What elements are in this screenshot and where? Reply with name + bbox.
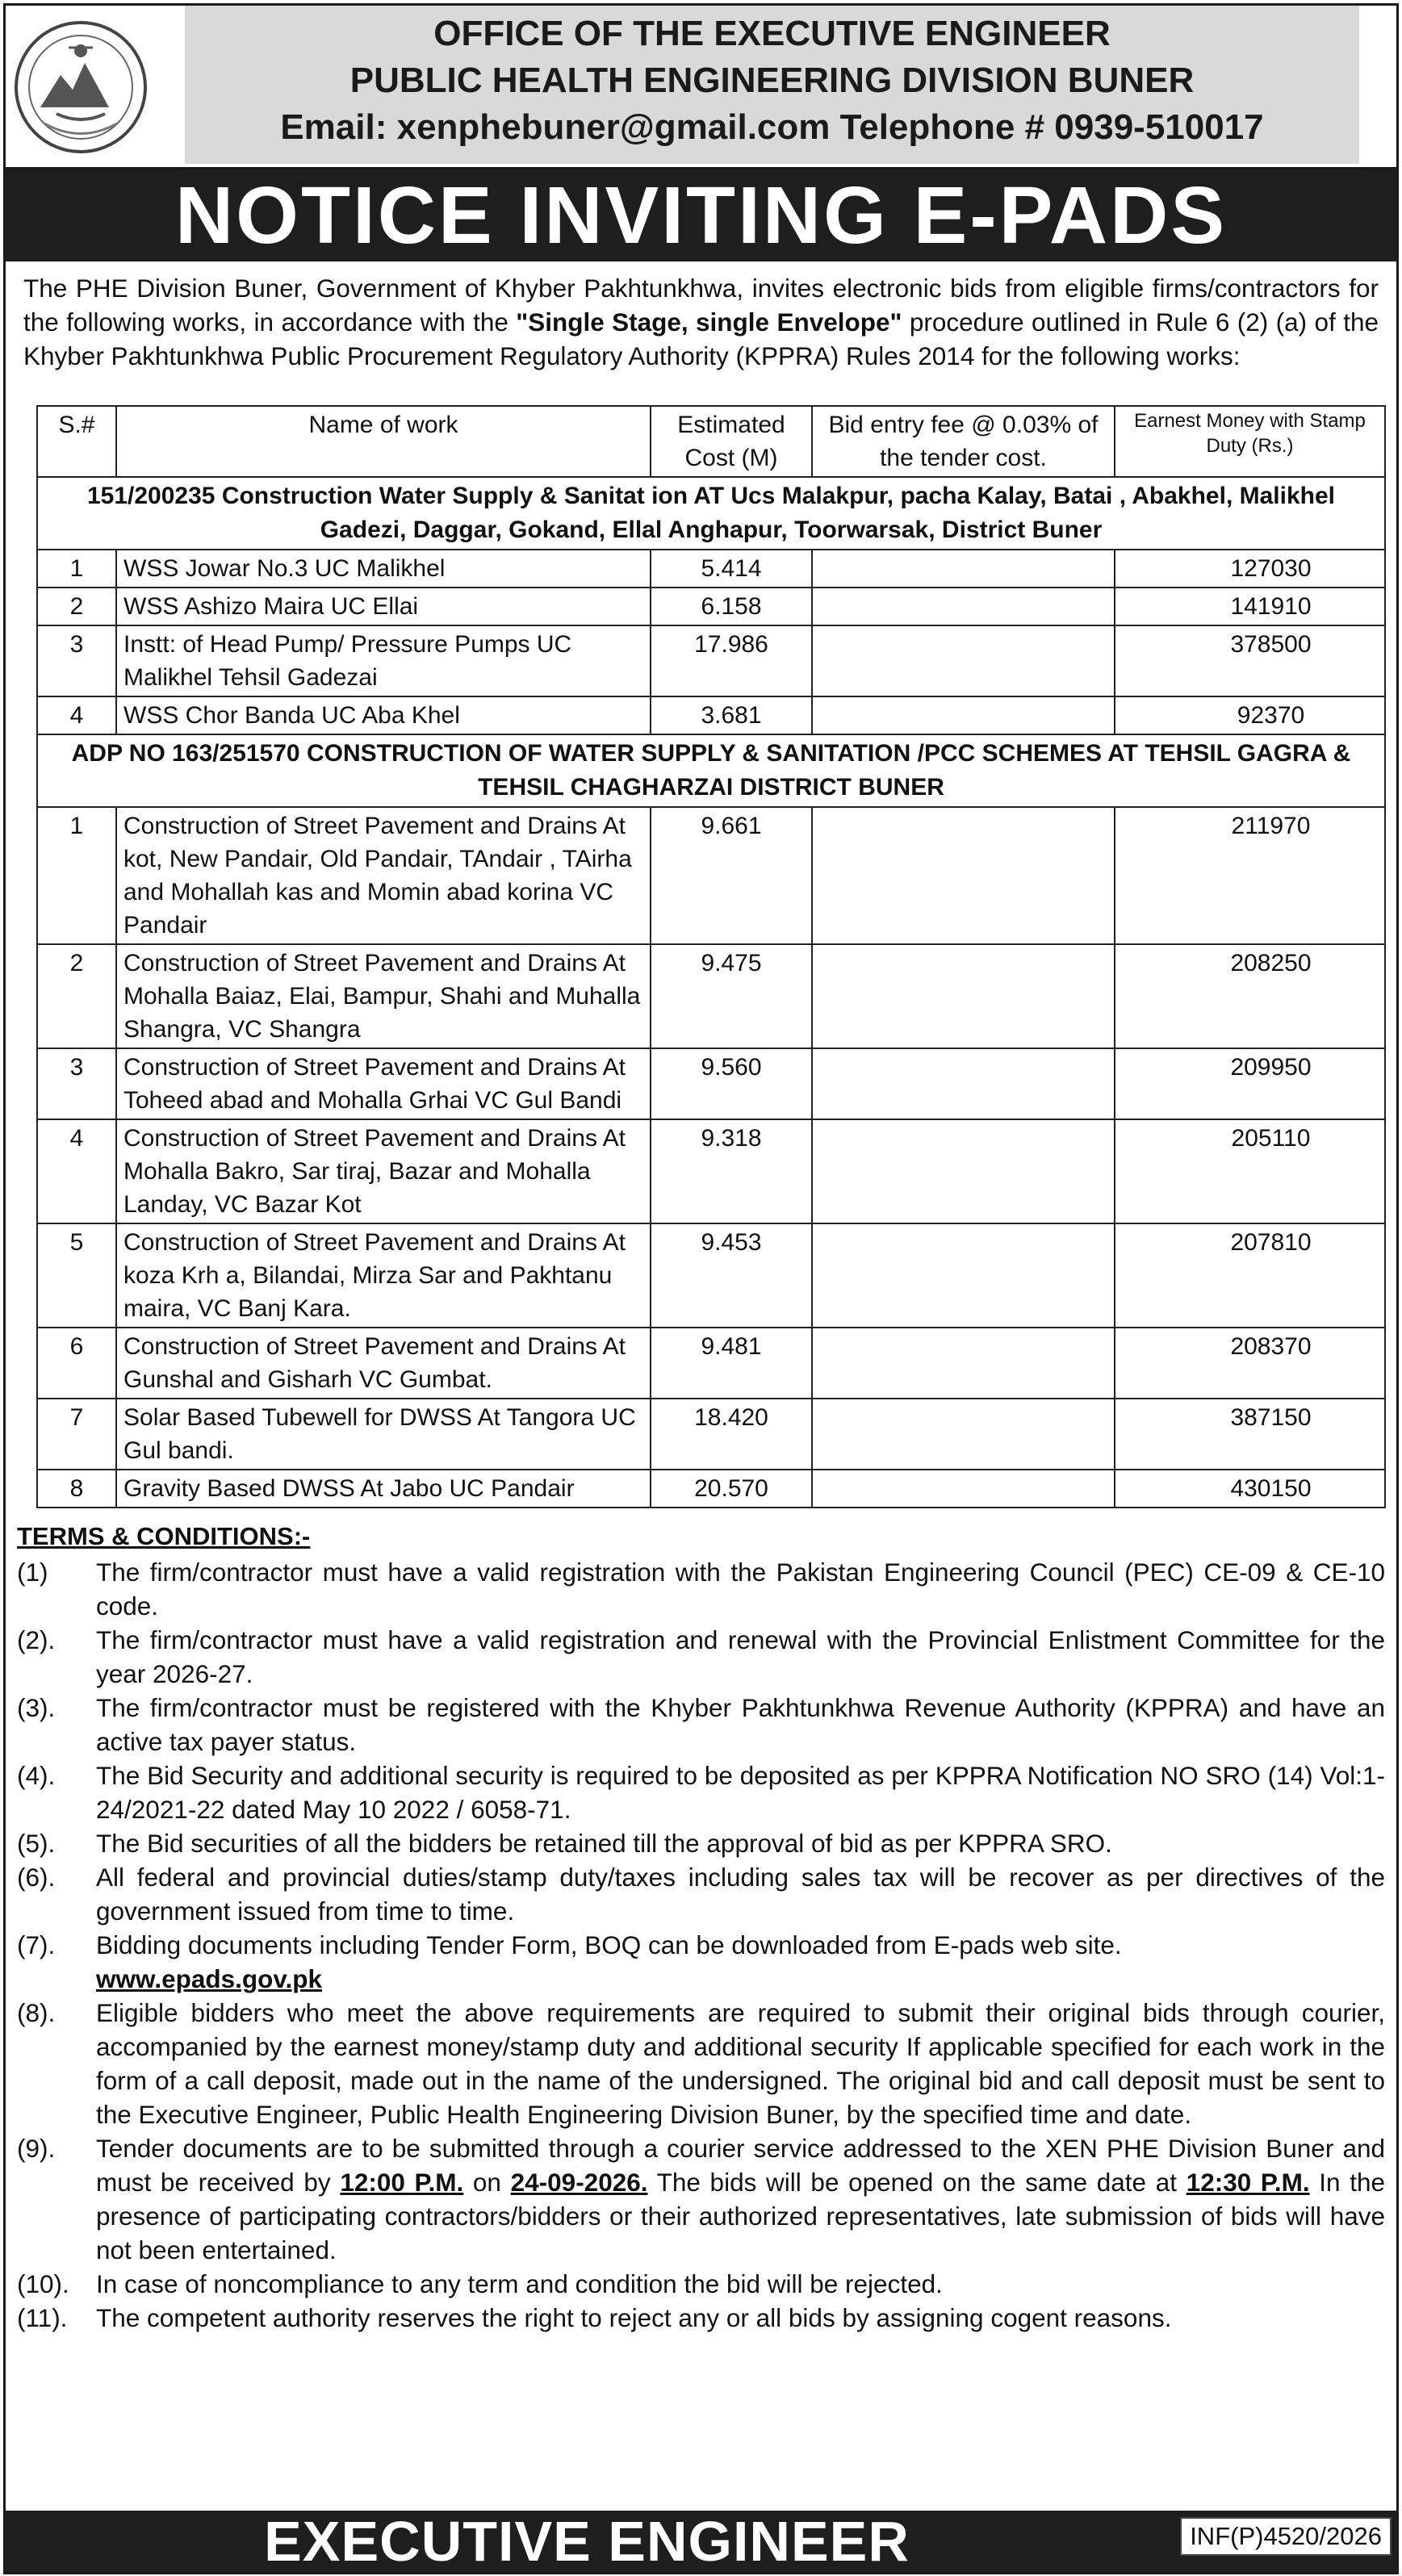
table-row <box>37 807 1385 944</box>
row-cost: 9.560 <box>651 1048 812 1119</box>
header-cost: Estimated Cost (M) <box>651 406 812 477</box>
contact-line: Email: xenphebuner@gmail.com Telephone # 0939-510017 <box>280 107 1264 147</box>
row-name: WSS Chor Banda UC Aba Khel <box>116 696 651 734</box>
table-row <box>37 1119 1385 1223</box>
row-cost: 9.318 <box>651 1119 812 1223</box>
group-heading-row <box>37 477 1385 550</box>
row-name: Construction of Street Pavement and Drains At kot, New Pandair, Old Pandair, TAndair , TAirha and Mohallah kas and Momin abad korina VC Pandair <box>116 807 651 944</box>
table-row <box>37 696 1385 734</box>
term-number: (11). <box>17 2303 68 2332</box>
intro-paragraph <box>6 261 1396 373</box>
inf-code-box: INF(P)4520/2026 <box>1180 2517 1392 2556</box>
term-text <box>96 1928 1388 1996</box>
row-name: Gravity Based DWSS At Jabo UC Pandair <box>116 1470 651 1508</box>
term-text: The Bid securities of all the bidders be retained till the approval of bid as per KPPRA SRO. <box>96 1829 1112 1858</box>
row-fee <box>812 1119 1115 1223</box>
term-number: (2). <box>17 1625 56 1654</box>
table-body <box>37 477 1385 1508</box>
row-sn: 1 <box>37 807 116 944</box>
row-earnest: 208370 <box>1115 1328 1385 1399</box>
row-sn: 5 <box>37 1223 116 1328</box>
row-cost: 17.986 <box>651 625 812 696</box>
term-text: The firm/contractor must have a valid registration and renewal with the Provincial Enlistment Committee for the year 2026-27. <box>96 1625 1385 1688</box>
header <box>6 6 1396 169</box>
row-fee <box>812 807 1115 944</box>
works-table-wrapper <box>36 405 1379 1508</box>
table-row <box>37 1399 1385 1470</box>
row-sn: 7 <box>37 1399 116 1470</box>
term-item <box>17 2301 1388 2335</box>
term-text: The Bid Security and additional security is required to be deposited as per KPPRA Notification NO SRO (14) Vol:1-24/2021-22 dated May 10 2022 / 6058-71. <box>96 1761 1385 1824</box>
table-header-row <box>37 406 1385 477</box>
term-number: (8). <box>17 1998 56 2027</box>
row-cost: 5.414 <box>651 550 812 588</box>
row-fee <box>812 944 1115 1048</box>
row-fee <box>812 1328 1115 1399</box>
row-sn: 6 <box>37 1328 116 1399</box>
term-text: The firm/contractor must be registered with the Khyber Pakhtunkhwa Revenue Authority (KPPRA) and have an active tax payer status. <box>96 1693 1385 1756</box>
terms-title: TERMS & CONDITIONS:- <box>17 1522 311 1550</box>
row-fee <box>812 696 1115 734</box>
row-name: Construction of Street Pavement and Drains At Gunshal and Gisharh VC Gumbat. <box>116 1328 651 1399</box>
term-item <box>17 1623 1388 1691</box>
term-text: All federal and provincial duties/stamp duty/taxes including sales tax will be recover as per directives of the government issued from time to time. <box>96 1863 1385 1926</box>
term-text: The firm/contractor must have a valid registration with the Pakistan Engineering Council (PEC) CE-09 & CE-10 code. <box>96 1558 1385 1620</box>
row-sn: 1 <box>37 550 116 588</box>
term-number: (1) <box>17 1558 48 1587</box>
intro-procedure: "Single Stage, single Envelope" <box>516 307 902 337</box>
kp-government-emblem-icon <box>12 19 149 156</box>
terms-section <box>6 1508 1396 2335</box>
term-item <box>17 2131 1388 2267</box>
row-sn: 8 <box>37 1470 116 1508</box>
row-name: Construction of Street Pavement and Drains At Toheed abad and Mohalla Grhai VC Gul Bandi <box>116 1048 651 1119</box>
row-earnest: 430150 <box>1115 1470 1385 1508</box>
intro-text-1: The PHE Division Buner, Government of Khyber Pakhtunkhwa, invites electronic bids from eligible firms/contractors for the following works, in accordance with the <box>23 274 1379 337</box>
term-number: (9). <box>17 2134 56 2163</box>
row-name: Construction of Street Pavement and Drains At koza Krh a, Bilandai, Mirza Sar and Pakhtanu maira, VC Banj Kara. <box>116 1223 651 1328</box>
term-number: (3). <box>17 1693 56 1722</box>
term-number: (7). <box>17 1930 56 1959</box>
division-title: PUBLIC HEALTH ENGINEERING DIVISION BUNER <box>349 61 1195 100</box>
row-fee <box>812 1223 1115 1328</box>
group-heading-row <box>37 734 1385 807</box>
submission-date: 24-09-2026. <box>510 2168 648 2197</box>
opening-time: 12:30 P.M. <box>1186 2168 1310 2197</box>
term-item <box>17 1996 1388 2131</box>
term-7-text: Bidding documents including Tender Form, BOQ can be downloaded from E-pads web site. <box>96 1930 1122 1959</box>
term-number: (10). <box>17 2269 69 2298</box>
group-heading-2: ADP NO 163/251570 CONSTRUCTION OF WATER SUPPLY & SANITATION /PCC SCHEMES AT TEHSIL GAGRA & TEHSIL CHAGHARZAI DISTRICT BUNER <box>37 734 1385 807</box>
table-row <box>37 1048 1385 1119</box>
row-sn: 3 <box>37 625 116 696</box>
row-earnest: 378500 <box>1115 625 1385 696</box>
row-cost: 6.158 <box>651 588 812 625</box>
table-row <box>37 1470 1385 1508</box>
row-cost: 18.420 <box>651 1399 812 1470</box>
term-number: (4). <box>17 1761 56 1790</box>
row-sn: 4 <box>37 1119 116 1223</box>
table-row <box>37 588 1385 625</box>
term-text: Eligible bidders who meet the above requirements are required to submit their original bids through courier, accompanied by the earnest money/stamp duty and additional security If applicable specified for each work in the form of a call deposit, made out in the name of the undersigned. The original bid and call deposit must be sent to the Executive Engineer, Public Health Engineering Division Buner, by the specified time and date. <box>96 1998 1385 2129</box>
term-9-text-c: The bids will be opened on the same date at <box>647 2168 1186 2197</box>
term-text <box>96 2131 1388 2267</box>
table-row <box>37 550 1385 588</box>
row-earnest: 141910 <box>1115 588 1385 625</box>
term-item <box>17 1860 1388 1928</box>
footer-bar <box>6 2511 1396 2572</box>
office-title: OFFICE OF THE EXECUTIVE ENGINEER <box>433 14 1111 53</box>
row-sn: 4 <box>37 696 116 734</box>
header-sn: S.# <box>37 406 116 477</box>
row-earnest: 92370 <box>1115 696 1385 734</box>
signatory-title: EXECUTIVE ENGINEER <box>264 2510 910 2573</box>
row-cost: 3.681 <box>651 696 812 734</box>
submission-time: 12:00 P.M. <box>340 2168 464 2197</box>
term-text: In case of noncompliance to any term and condition the bid will be rejected. <box>96 2269 943 2298</box>
row-fee <box>812 1470 1115 1508</box>
row-name: Construction of Street Pavement and Drains At Mohalla Baiaz, Elai, Bampur, Shahi and Muhalla Shangra, VC Shangra <box>116 944 651 1048</box>
row-name: Construction of Street Pavement and Drains At Mohalla Bakro, Sar tiraj, Bazar and Mohalla Landay, VC Bazar Kot <box>116 1119 651 1223</box>
group-heading-1: 151/200235 Construction Water Supply & Sanitat ion AT Ucs Malakpur, pacha Kalay, Batai , Abakhel, Malikhel Gadezi, Daggar, Gokand, Ellal Anghapur, Toorwarsak, District Buner <box>37 477 1385 550</box>
row-name: WSS Jowar No.3 UC Malikhel <box>116 550 651 588</box>
row-sn: 2 <box>37 944 116 1048</box>
table-row <box>37 944 1385 1048</box>
row-cost: 20.570 <box>651 1470 812 1508</box>
row-fee <box>812 588 1115 625</box>
row-earnest: 209950 <box>1115 1048 1385 1119</box>
row-earnest: 207810 <box>1115 1223 1385 1328</box>
row-cost: 9.475 <box>651 944 812 1048</box>
row-fee <box>812 625 1115 696</box>
row-fee <box>812 1048 1115 1119</box>
row-cost: 9.453 <box>651 1223 812 1328</box>
term-item <box>17 1826 1388 1860</box>
row-sn: 3 <box>37 1048 116 1119</box>
term-item <box>17 2267 1388 2301</box>
intro-text-2: procedure outlined in Rule 6 (2) (a) of the Khyber Pakhtunkhwa Public Procurement Regulatory Authority (KPPRA) Rules 2014 for the following works: <box>23 307 1379 370</box>
header-fee: Bid entry fee @ 0.03% of the tender cost. <box>812 406 1115 477</box>
row-earnest: 205110 <box>1115 1119 1385 1223</box>
row-fee <box>812 550 1115 588</box>
term-number: (5). <box>17 1829 56 1858</box>
row-earnest: 208250 <box>1115 944 1385 1048</box>
epads-website-link[interactable]: www.epads.gov.pk <box>96 1964 323 1993</box>
row-cost: 9.661 <box>651 807 812 944</box>
term-item <box>17 1928 1388 1996</box>
header-earnest: Earnest Money with Stamp Duty (Rs.) <box>1115 406 1385 477</box>
works-table <box>36 405 1386 1508</box>
row-name: WSS Ashizo Maira UC Ellai <box>116 588 651 625</box>
row-name: Solar Based Tubewell for DWSS At Tangora UC Gul bandi. <box>116 1399 651 1470</box>
term-text: The competent authority reserves the right to reject any or all bids by assigning cogent reasons. <box>96 2303 1172 2332</box>
table-row <box>37 1328 1385 1399</box>
row-sn: 2 <box>37 588 116 625</box>
row-cost: 9.481 <box>651 1328 812 1399</box>
term-item <box>17 1555 1388 1623</box>
term-item <box>17 1691 1388 1758</box>
table-row <box>37 1223 1385 1328</box>
header-title-box <box>185 6 1359 164</box>
term-number: (6). <box>17 1863 56 1892</box>
row-name: Instt: of Head Pump/ Pressure Pumps UC Malikhel Tehsil Gadezai <box>116 625 651 696</box>
notice-banner: NOTICE INVITING E-PADS <box>6 169 1396 261</box>
term-9-text-a: Tender documents are to be submitted through a courier service addressed to the XEN PHE Division Buner and must be received by <box>96 2134 1385 2197</box>
table-row <box>37 625 1385 696</box>
term-9-text-d: In the presence of participating contractors/bidders or their authorized representatives, late submission of bids will have not been entertained. <box>96 2168 1386 2264</box>
term-item <box>17 1758 1388 1826</box>
term-9-text-b: on <box>463 2168 511 2197</box>
row-earnest: 127030 <box>1115 550 1385 588</box>
notice-frame <box>3 3 1399 2574</box>
row-earnest: 211970 <box>1115 807 1385 944</box>
row-earnest: 387150 <box>1115 1399 1385 1470</box>
header-name: Name of work <box>116 406 651 477</box>
row-fee <box>812 1399 1115 1470</box>
